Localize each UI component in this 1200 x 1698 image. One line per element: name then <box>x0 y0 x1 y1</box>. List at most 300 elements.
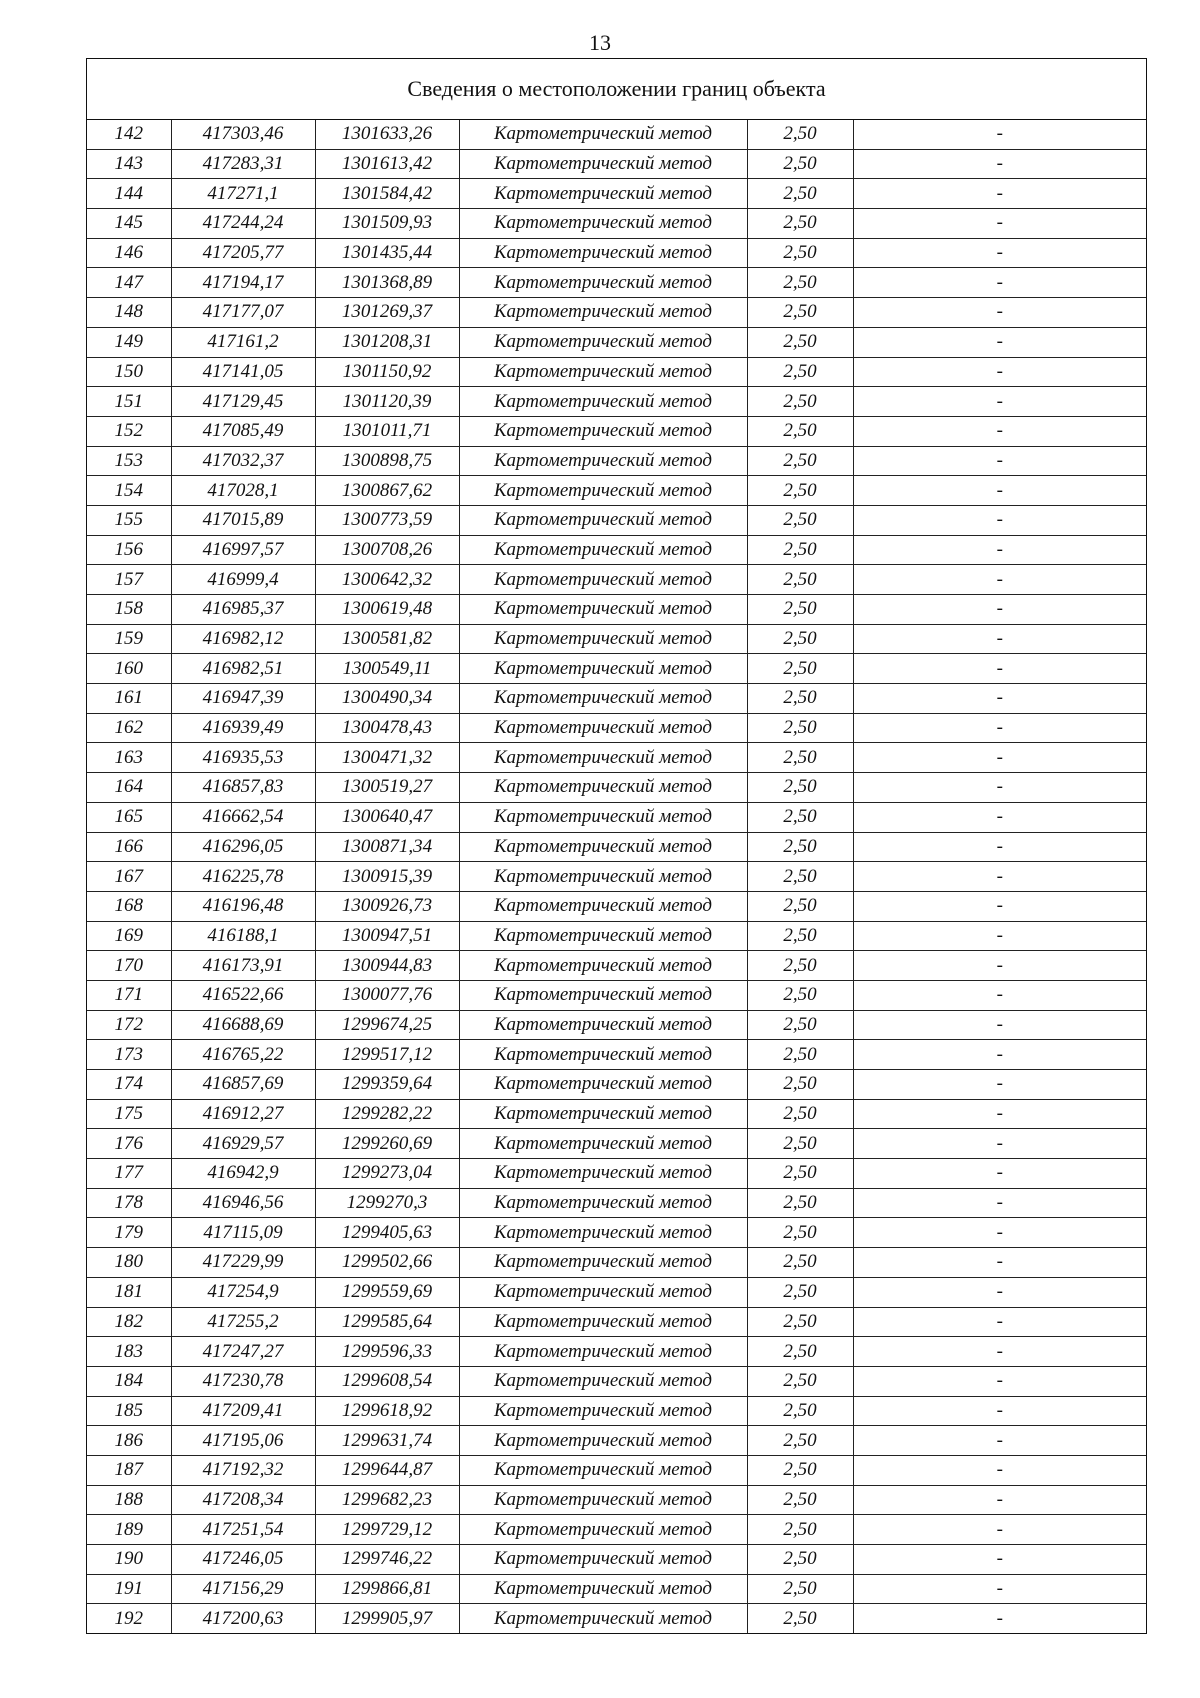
description-cell: - <box>853 1159 1146 1189</box>
accuracy-cell: 2,50 <box>747 1129 853 1159</box>
accuracy-cell: 2,50 <box>747 238 853 268</box>
point-number-cell: 145 <box>87 209 171 239</box>
x-coordinate-cell: 416196,48 <box>171 891 315 921</box>
accuracy-cell: 2,50 <box>747 179 853 209</box>
description-cell: - <box>853 980 1146 1010</box>
point-number-cell: 190 <box>87 1545 171 1575</box>
description-cell: - <box>853 149 1146 179</box>
y-coordinate-cell: 1299618,92 <box>315 1396 459 1426</box>
point-number-cell: 159 <box>87 624 171 654</box>
y-coordinate-cell: 1300773,59 <box>315 505 459 535</box>
description-cell: - <box>853 327 1146 357</box>
x-coordinate-cell: 416935,53 <box>171 743 315 773</box>
description-cell: - <box>853 565 1146 595</box>
y-coordinate-cell: 1299596,33 <box>315 1337 459 1367</box>
y-coordinate-cell: 1300898,75 <box>315 446 459 476</box>
description-cell: - <box>853 862 1146 892</box>
table-row <box>87 476 1146 506</box>
x-coordinate-cell: 417141,05 <box>171 357 315 387</box>
table-row <box>87 1337 1146 1367</box>
y-coordinate-cell: 1301613,42 <box>315 149 459 179</box>
y-coordinate-cell: 1301208,31 <box>315 327 459 357</box>
table-title: Сведения о местоположении границ объекта <box>87 59 1146 120</box>
x-coordinate-cell: 417194,17 <box>171 268 315 298</box>
x-coordinate-cell: 417192,32 <box>171 1455 315 1485</box>
description-cell: - <box>853 357 1146 387</box>
method-cell: Картометрический метод <box>459 1604 747 1633</box>
y-coordinate-cell: 1299359,64 <box>315 1070 459 1100</box>
method-cell: Картометрический метод <box>459 1307 747 1337</box>
table-row <box>87 149 1146 179</box>
method-cell: Картометрический метод <box>459 1366 747 1396</box>
x-coordinate-cell: 417177,07 <box>171 298 315 328</box>
method-cell: Картометрический метод <box>459 773 747 803</box>
description-cell: - <box>853 505 1146 535</box>
point-number-cell: 143 <box>87 149 171 179</box>
method-cell: Картометрический метод <box>459 1485 747 1515</box>
y-coordinate-cell: 1301368,89 <box>315 268 459 298</box>
description-cell: - <box>853 1099 1146 1129</box>
description-cell: - <box>853 446 1146 476</box>
method-cell: Картометрический метод <box>459 565 747 595</box>
table-row <box>87 1574 1146 1604</box>
accuracy-cell: 2,50 <box>747 476 853 506</box>
description-cell: - <box>853 1307 1146 1337</box>
x-coordinate-cell: 416939,49 <box>171 713 315 743</box>
x-coordinate-cell: 416947,39 <box>171 684 315 714</box>
point-number-cell: 150 <box>87 357 171 387</box>
y-coordinate-cell: 1299559,69 <box>315 1277 459 1307</box>
accuracy-cell: 2,50 <box>747 1248 853 1278</box>
accuracy-cell: 2,50 <box>747 298 853 328</box>
method-cell: Картометрический метод <box>459 654 747 684</box>
point-number-cell: 155 <box>87 505 171 535</box>
point-number-cell: 184 <box>87 1366 171 1396</box>
x-coordinate-cell: 416188,1 <box>171 921 315 951</box>
description-cell: - <box>853 238 1146 268</box>
point-number-cell: 185 <box>87 1396 171 1426</box>
accuracy-cell: 2,50 <box>747 802 853 832</box>
table-row <box>87 1396 1146 1426</box>
y-coordinate-cell: 1299905,97 <box>315 1604 459 1633</box>
point-number-cell: 165 <box>87 802 171 832</box>
accuracy-cell: 2,50 <box>747 1218 853 1248</box>
x-coordinate-cell: 417156,29 <box>171 1574 315 1604</box>
method-cell: Картометрический метод <box>459 238 747 268</box>
method-cell: Картометрический метод <box>459 416 747 446</box>
table-row <box>87 179 1146 209</box>
description-cell: - <box>853 1604 1146 1633</box>
method-cell: Картометрический метод <box>459 891 747 921</box>
table-row <box>87 743 1146 773</box>
accuracy-cell: 2,50 <box>747 268 853 298</box>
accuracy-cell: 2,50 <box>747 1010 853 1040</box>
description-cell: - <box>853 773 1146 803</box>
table-row <box>87 862 1146 892</box>
description-cell: - <box>853 684 1146 714</box>
point-number-cell: 149 <box>87 327 171 357</box>
description-cell: - <box>853 476 1146 506</box>
y-coordinate-cell: 1300490,34 <box>315 684 459 714</box>
table-row <box>87 387 1146 417</box>
description-cell: - <box>853 416 1146 446</box>
x-coordinate-cell: 416296,05 <box>171 832 315 862</box>
method-cell: Картометрический метод <box>459 951 747 981</box>
method-cell: Картометрический метод <box>459 1218 747 1248</box>
accuracy-cell: 2,50 <box>747 1337 853 1367</box>
method-cell: Картометрический метод <box>459 446 747 476</box>
point-number-cell: 161 <box>87 684 171 714</box>
table-row <box>87 1515 1146 1545</box>
accuracy-cell: 2,50 <box>747 891 853 921</box>
boundary-table <box>86 58 1147 1634</box>
x-coordinate-cell: 416662,54 <box>171 802 315 832</box>
point-number-cell: 178 <box>87 1188 171 1218</box>
description-cell: - <box>853 1188 1146 1218</box>
table-row <box>87 565 1146 595</box>
method-cell: Картометрический метод <box>459 1188 747 1218</box>
accuracy-cell: 2,50 <box>747 327 853 357</box>
table-row <box>87 1604 1146 1633</box>
accuracy-cell: 2,50 <box>747 387 853 417</box>
x-coordinate-cell: 416946,56 <box>171 1188 315 1218</box>
y-coordinate-cell: 1301633,26 <box>315 120 459 149</box>
point-number-cell: 163 <box>87 743 171 773</box>
method-cell: Картометрический метод <box>459 713 747 743</box>
y-coordinate-cell: 1300077,76 <box>315 980 459 1010</box>
method-cell: Картометрический метод <box>459 1515 747 1545</box>
method-cell: Картометрический метод <box>459 862 747 892</box>
y-coordinate-cell: 1299674,25 <box>315 1010 459 1040</box>
coordinates-table <box>87 120 1146 1633</box>
point-number-cell: 180 <box>87 1248 171 1278</box>
point-number-cell: 147 <box>87 268 171 298</box>
accuracy-cell: 2,50 <box>747 832 853 862</box>
description-cell: - <box>853 1426 1146 1456</box>
table-row <box>87 209 1146 239</box>
x-coordinate-cell: 417200,63 <box>171 1604 315 1633</box>
table-row <box>87 535 1146 565</box>
table-row <box>87 1485 1146 1515</box>
description-cell: - <box>853 535 1146 565</box>
table-row <box>87 1188 1146 1218</box>
method-cell: Картометрический метод <box>459 684 747 714</box>
y-coordinate-cell: 1300871,34 <box>315 832 459 862</box>
y-coordinate-cell: 1301509,93 <box>315 209 459 239</box>
x-coordinate-cell: 417208,34 <box>171 1485 315 1515</box>
table-row <box>87 773 1146 803</box>
accuracy-cell: 2,50 <box>747 1396 853 1426</box>
method-cell: Картометрический метод <box>459 327 747 357</box>
x-coordinate-cell: 416522,66 <box>171 980 315 1010</box>
x-coordinate-cell: 417283,31 <box>171 149 315 179</box>
point-number-cell: 160 <box>87 654 171 684</box>
y-coordinate-cell: 1300519,27 <box>315 773 459 803</box>
table-row <box>87 654 1146 684</box>
accuracy-cell: 2,50 <box>747 1307 853 1337</box>
x-coordinate-cell: 416929,57 <box>171 1129 315 1159</box>
x-coordinate-cell: 417229,99 <box>171 1248 315 1278</box>
x-coordinate-cell: 417085,49 <box>171 416 315 446</box>
description-cell: - <box>853 1277 1146 1307</box>
x-coordinate-cell: 417115,09 <box>171 1218 315 1248</box>
description-cell: - <box>853 921 1146 951</box>
description-cell: - <box>853 1070 1146 1100</box>
accuracy-cell: 2,50 <box>747 624 853 654</box>
y-coordinate-cell: 1299631,74 <box>315 1426 459 1456</box>
description-cell: - <box>853 268 1146 298</box>
accuracy-cell: 2,50 <box>747 1040 853 1070</box>
method-cell: Картометрический метод <box>459 832 747 862</box>
table-row <box>87 1545 1146 1575</box>
description-cell: - <box>853 743 1146 773</box>
accuracy-cell: 2,50 <box>747 862 853 892</box>
x-coordinate-cell: 417244,24 <box>171 209 315 239</box>
accuracy-cell: 2,50 <box>747 1515 853 1545</box>
x-coordinate-cell: 417161,2 <box>171 327 315 357</box>
point-number-cell: 182 <box>87 1307 171 1337</box>
x-coordinate-cell: 417303,46 <box>171 120 315 149</box>
y-coordinate-cell: 1299405,63 <box>315 1218 459 1248</box>
point-number-cell: 154 <box>87 476 171 506</box>
point-number-cell: 168 <box>87 891 171 921</box>
method-cell: Картометрический метод <box>459 1010 747 1040</box>
method-cell: Картометрический метод <box>459 1129 747 1159</box>
accuracy-cell: 2,50 <box>747 1366 853 1396</box>
page-number: 13 <box>589 30 611 55</box>
accuracy-cell: 2,50 <box>747 505 853 535</box>
method-cell: Картометрический метод <box>459 179 747 209</box>
method-cell: Картометрический метод <box>459 1099 747 1129</box>
point-number-cell: 172 <box>87 1010 171 1040</box>
method-cell: Картометрический метод <box>459 149 747 179</box>
accuracy-cell: 2,50 <box>747 1099 853 1129</box>
accuracy-cell: 2,50 <box>747 1485 853 1515</box>
method-cell: Картометрический метод <box>459 209 747 239</box>
x-coordinate-cell: 416985,37 <box>171 595 315 625</box>
method-cell: Картометрический метод <box>459 1396 747 1426</box>
point-number-cell: 186 <box>87 1426 171 1456</box>
method-cell: Картометрический метод <box>459 120 747 149</box>
accuracy-cell: 2,50 <box>747 743 853 773</box>
x-coordinate-cell: 417032,37 <box>171 446 315 476</box>
accuracy-cell: 2,50 <box>747 1070 853 1100</box>
x-coordinate-cell: 416982,51 <box>171 654 315 684</box>
description-cell: - <box>853 1366 1146 1396</box>
accuracy-cell: 2,50 <box>747 535 853 565</box>
table-row <box>87 416 1146 446</box>
table-row <box>87 1277 1146 1307</box>
y-coordinate-cell: 1301011,71 <box>315 416 459 446</box>
table-row <box>87 802 1146 832</box>
accuracy-cell: 2,50 <box>747 951 853 981</box>
x-coordinate-cell: 416982,12 <box>171 624 315 654</box>
accuracy-cell: 2,50 <box>747 1455 853 1485</box>
y-coordinate-cell: 1300708,26 <box>315 535 459 565</box>
point-number-cell: 162 <box>87 713 171 743</box>
point-number-cell: 171 <box>87 980 171 1010</box>
accuracy-cell: 2,50 <box>747 357 853 387</box>
y-coordinate-cell: 1301584,42 <box>315 179 459 209</box>
point-number-cell: 189 <box>87 1515 171 1545</box>
method-cell: Картометрический метод <box>459 505 747 535</box>
accuracy-cell: 2,50 <box>747 565 853 595</box>
description-cell: - <box>853 624 1146 654</box>
table-row <box>87 268 1146 298</box>
method-cell: Картометрический метод <box>459 1040 747 1070</box>
point-number-cell: 181 <box>87 1277 171 1307</box>
method-cell: Картометрический метод <box>459 1455 747 1485</box>
accuracy-cell: 2,50 <box>747 980 853 1010</box>
method-cell: Картометрический метод <box>459 298 747 328</box>
x-coordinate-cell: 417247,27 <box>171 1337 315 1367</box>
x-coordinate-cell: 416857,69 <box>171 1070 315 1100</box>
method-cell: Картометрический метод <box>459 1277 747 1307</box>
method-cell: Картометрический метод <box>459 1574 747 1604</box>
x-coordinate-cell: 417028,1 <box>171 476 315 506</box>
point-number-cell: 142 <box>87 120 171 149</box>
accuracy-cell: 2,50 <box>747 1604 853 1633</box>
point-number-cell: 166 <box>87 832 171 862</box>
point-number-cell: 192 <box>87 1604 171 1633</box>
method-cell: Картометрический метод <box>459 1545 747 1575</box>
table-row <box>87 357 1146 387</box>
description-cell: - <box>853 1129 1146 1159</box>
y-coordinate-cell: 1300642,32 <box>315 565 459 595</box>
method-cell: Картометрический метод <box>459 387 747 417</box>
point-number-cell: 164 <box>87 773 171 803</box>
method-cell: Картометрический метод <box>459 268 747 298</box>
description-cell: - <box>853 298 1146 328</box>
point-number-cell: 144 <box>87 179 171 209</box>
y-coordinate-cell: 1301120,39 <box>315 387 459 417</box>
point-number-cell: 176 <box>87 1129 171 1159</box>
method-cell: Картометрический метод <box>459 535 747 565</box>
table-row <box>87 980 1146 1010</box>
description-cell: - <box>853 891 1146 921</box>
table-row <box>87 891 1146 921</box>
point-number-cell: 188 <box>87 1485 171 1515</box>
method-cell: Картометрический метод <box>459 595 747 625</box>
x-coordinate-cell: 416999,4 <box>171 565 315 595</box>
point-number-cell: 174 <box>87 1070 171 1100</box>
accuracy-cell: 2,50 <box>747 921 853 951</box>
table-row <box>87 1070 1146 1100</box>
y-coordinate-cell: 1300619,48 <box>315 595 459 625</box>
y-coordinate-cell: 1299273,04 <box>315 1159 459 1189</box>
table-row <box>87 1129 1146 1159</box>
y-coordinate-cell: 1300471,32 <box>315 743 459 773</box>
y-coordinate-cell: 1299746,22 <box>315 1545 459 1575</box>
table-row <box>87 1248 1146 1278</box>
y-coordinate-cell: 1301269,37 <box>315 298 459 328</box>
y-coordinate-cell: 1301435,44 <box>315 238 459 268</box>
y-coordinate-cell: 1300867,62 <box>315 476 459 506</box>
method-cell: Картометрический метод <box>459 743 747 773</box>
point-number-cell: 156 <box>87 535 171 565</box>
description-cell: - <box>853 1574 1146 1604</box>
y-coordinate-cell: 1300549,11 <box>315 654 459 684</box>
table-row <box>87 1099 1146 1129</box>
point-number-cell: 151 <box>87 387 171 417</box>
method-cell: Картометрический метод <box>459 1159 747 1189</box>
x-coordinate-cell: 416173,91 <box>171 951 315 981</box>
x-coordinate-cell: 416942,9 <box>171 1159 315 1189</box>
description-cell: - <box>853 179 1146 209</box>
y-coordinate-cell: 1300926,73 <box>315 891 459 921</box>
x-coordinate-cell: 417255,2 <box>171 1307 315 1337</box>
table-row <box>87 238 1146 268</box>
table-row <box>87 446 1146 476</box>
description-cell: - <box>853 832 1146 862</box>
x-coordinate-cell: 417230,78 <box>171 1366 315 1396</box>
description-cell: - <box>853 120 1146 149</box>
accuracy-cell: 2,50 <box>747 1159 853 1189</box>
table-row <box>87 624 1146 654</box>
point-number-cell: 173 <box>87 1040 171 1070</box>
accuracy-cell: 2,50 <box>747 446 853 476</box>
y-coordinate-cell: 1300944,83 <box>315 951 459 981</box>
point-number-cell: 146 <box>87 238 171 268</box>
description-cell: - <box>853 1010 1146 1040</box>
description-cell: - <box>853 595 1146 625</box>
x-coordinate-cell: 416765,22 <box>171 1040 315 1070</box>
y-coordinate-cell: 1299608,54 <box>315 1366 459 1396</box>
accuracy-cell: 2,50 <box>747 1574 853 1604</box>
point-number-cell: 191 <box>87 1574 171 1604</box>
method-cell: Картометрический метод <box>459 624 747 654</box>
point-number-cell: 158 <box>87 595 171 625</box>
x-coordinate-cell: 417015,89 <box>171 505 315 535</box>
method-cell: Картометрический метод <box>459 357 747 387</box>
y-coordinate-cell: 1299270,3 <box>315 1188 459 1218</box>
x-coordinate-cell: 417209,41 <box>171 1396 315 1426</box>
accuracy-cell: 2,50 <box>747 654 853 684</box>
method-cell: Картометрический метод <box>459 921 747 951</box>
x-coordinate-cell: 417251,54 <box>171 1515 315 1545</box>
accuracy-cell: 2,50 <box>747 416 853 446</box>
table-row <box>87 595 1146 625</box>
accuracy-cell: 2,50 <box>747 149 853 179</box>
description-cell: - <box>853 1515 1146 1545</box>
y-coordinate-cell: 1299585,64 <box>315 1307 459 1337</box>
point-number-cell: 170 <box>87 951 171 981</box>
point-number-cell: 183 <box>87 1337 171 1367</box>
description-cell: - <box>853 1337 1146 1367</box>
description-cell: - <box>853 951 1146 981</box>
x-coordinate-cell: 417205,77 <box>171 238 315 268</box>
y-coordinate-cell: 1300915,39 <box>315 862 459 892</box>
y-coordinate-cell: 1300581,82 <box>315 624 459 654</box>
x-coordinate-cell: 417246,05 <box>171 1545 315 1575</box>
x-coordinate-cell: 416225,78 <box>171 862 315 892</box>
table-row <box>87 1426 1146 1456</box>
y-coordinate-cell: 1299644,87 <box>315 1455 459 1485</box>
table-row <box>87 832 1146 862</box>
y-coordinate-cell: 1299282,22 <box>315 1099 459 1129</box>
description-cell: - <box>853 1218 1146 1248</box>
x-coordinate-cell: 416912,27 <box>171 1099 315 1129</box>
y-coordinate-cell: 1300478,43 <box>315 713 459 743</box>
description-cell: - <box>853 387 1146 417</box>
table-row <box>87 1159 1146 1189</box>
accuracy-cell: 2,50 <box>747 1545 853 1575</box>
table-row <box>87 684 1146 714</box>
description-cell: - <box>853 1545 1146 1575</box>
table-row <box>87 327 1146 357</box>
table-row <box>87 921 1146 951</box>
method-cell: Картометрический метод <box>459 1070 747 1100</box>
